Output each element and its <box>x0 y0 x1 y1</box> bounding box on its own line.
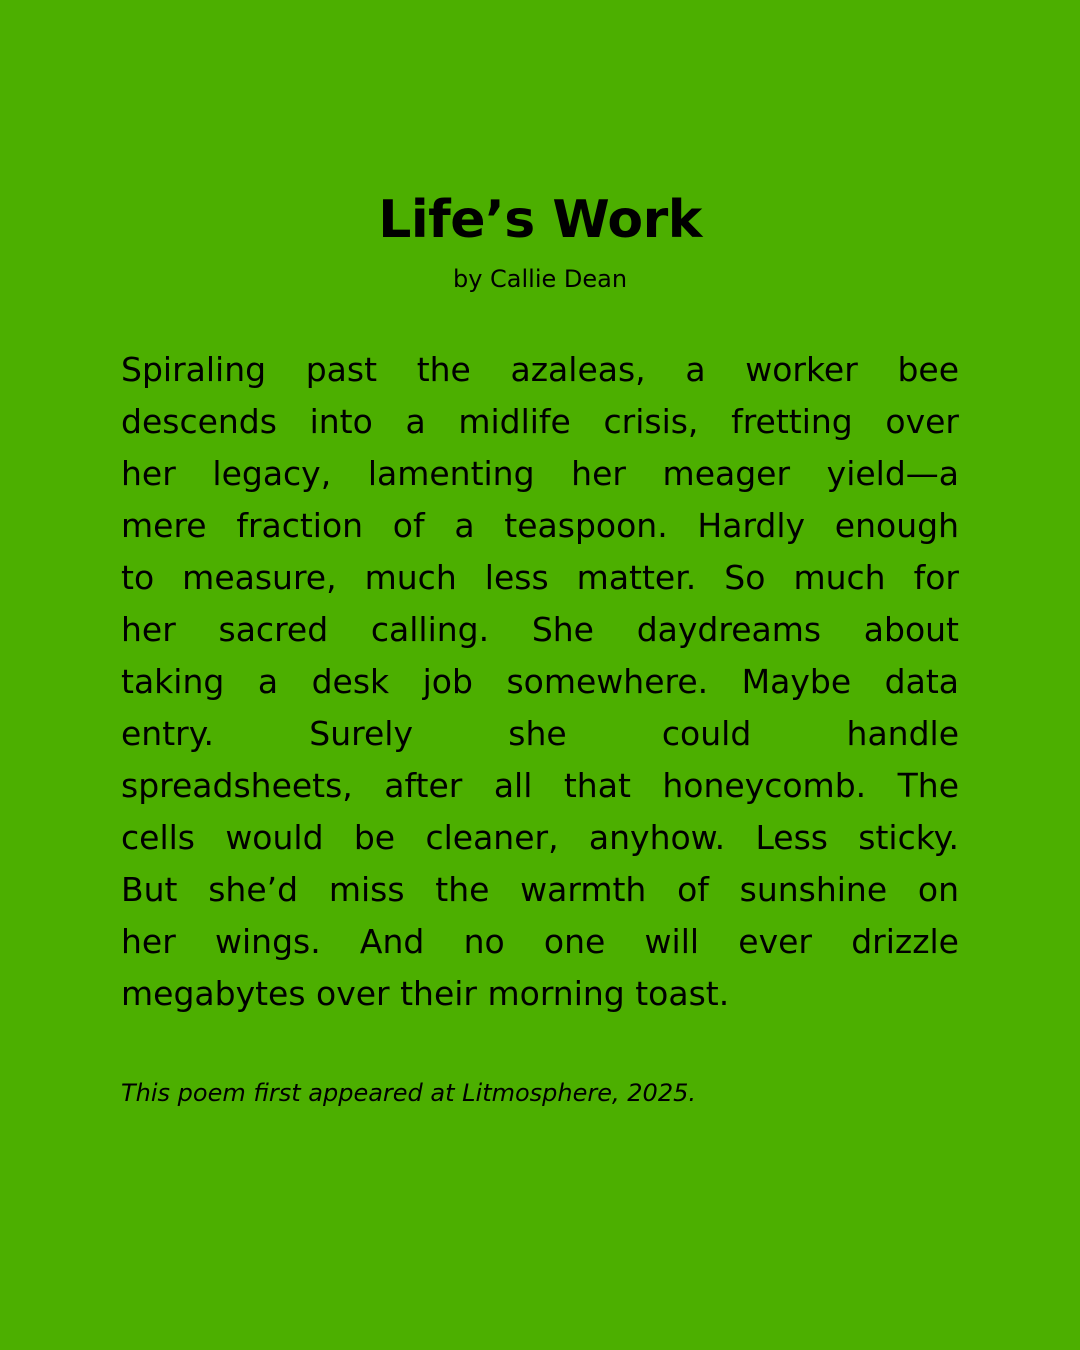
poem-line: taking a desk job somewhere. Maybe data <box>121 662 959 701</box>
poem-line: spreadsheets, after all that honeycomb. The <box>121 766 959 805</box>
poem-line: her legacy, lamenting her meager yield—a <box>121 454 959 493</box>
poem-line: descends into a midlife crisis, fretting over <box>121 402 959 441</box>
poem-line: cells would be cleaner, anyhow. Less sticky. <box>121 818 959 857</box>
poem-line: to measure, much less matter. So much for <box>121 558 959 597</box>
poem-line: mere fraction of a teaspoon. Hardly enough <box>121 506 959 545</box>
poem-line: But she’d miss the warmth of sunshine on <box>121 870 959 909</box>
poem-line: entry. Surely she could handle <box>121 714 959 753</box>
poem-line: Spiraling past the azaleas, a worker bee <box>121 350 959 389</box>
poem-line: her sacred calling. She daydreams about <box>121 610 959 649</box>
poem-line: megabytes over their morning toast. <box>121 974 730 1013</box>
poem-title: Life’s Work <box>378 190 702 250</box>
poem-byline: by Callie Dean <box>452 265 628 293</box>
publication-note: This poem first appeared at Litmosphere, 2025. <box>121 1079 696 1107</box>
poem-line: her wings. And no one will ever drizzle <box>121 922 959 961</box>
poem-body <box>121 344 959 1020</box>
